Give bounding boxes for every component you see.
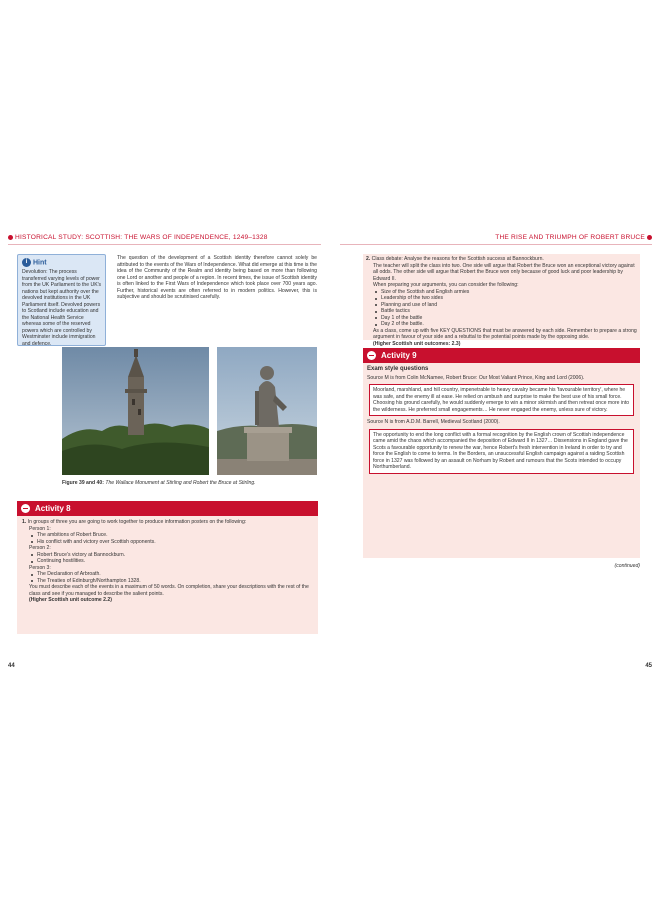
activity-8-closing: You must describe each of the events in a maximum of 50 words. On completion, share your descriptions with the rest of the class and see if you managed to describe the salient points. [29, 584, 309, 597]
minus-circle-icon [21, 504, 30, 513]
list-item: The ambitions of Robert Bruce. [29, 532, 313, 539]
page-number-left: 44 [8, 663, 15, 669]
hint-box [17, 254, 106, 346]
hint-text: Devolution: The process transferred varying levels of power from the UK Parliament to the UK's nations but kept authority over the devolved institutions in the UK Parliament itself. Devolved powers to Scotland include education and the National Health Service whereas some of the reserved powers which are controlled by Westminster include immigration and defence. [22, 269, 102, 347]
source-m-quote: Moorland, marshland, and hill country, impenetrable to heavy cavalry became his 'favourable territory', where he was safe, and the enemy ill at ease. He relied on ambush and surprise to make the best use of his small force. Choosing his ground carefully, he would suddenly emerge to win a minor skirmish and then retreat once more into the wilderness. He preferred small engagements… He never engaged the enemy, unless sure of victory. [369, 384, 634, 416]
header-left [8, 234, 268, 241]
list-item: Day 2 of the battle. [373, 321, 637, 328]
minus-circle-icon [367, 351, 376, 360]
activity-8-header [17, 501, 318, 516]
activity-9-subtitle: Exam style questions [367, 366, 429, 372]
activity-8-body [17, 516, 318, 604]
debate-prep: When preparing your arguments, you can consider the following: [373, 282, 519, 288]
page-number-right: 45 [645, 663, 652, 669]
figure-caption-label: Figure 39 and 40: [62, 480, 104, 486]
list-item: The Treaties of Edinburgh/Northampton 1328. [29, 578, 313, 585]
debate-closing: As a class, come up with five KEY QUESTIONS that must be answered by each side. Remember to prepare a strong argument in favour of your side and a rebuttal to the potential points made by the opposing side. [373, 327, 637, 340]
list-item: Continuing hostilities. [29, 558, 313, 565]
debate-outcome: (Higher Scottish unit outcomes: 2.3) [373, 340, 461, 347]
person-1-label: Person 1: [29, 525, 51, 532]
figure-caption [62, 480, 317, 487]
bullet-dot-icon [647, 235, 652, 240]
header-right [495, 234, 652, 241]
hint-title: i Hint [22, 258, 47, 267]
section-title: THE RISE AND TRIUMPH OF ROBERT BRUCE [495, 234, 645, 241]
source-n-intro: Source N is from A.D.M. Barrell, Medieval Scotland (2000). [367, 419, 500, 425]
source-n-quote: The opportunity to end the long conflict with a formal recognition by the English crown of Scottish independence came amid the chaos which accompanied the deposition of Edward II in 1327… Dissensions in England gave the Scots a favourable opportunity to renew the war, hence Robert's fresh intervention in Ireland in order to try and force the English to come to terms. In the Borders, an unsuccessful English campaign against a raiding Scottish force in 1327 was followed by an assault on Norham by Robert and rumours that the Scots intended to occupy Northumberland. [369, 429, 634, 474]
activity-9-header [363, 348, 640, 363]
debate-list [366, 289, 637, 328]
source-m-intro: Source M is from Colin McNamee, Robert Bruce: Our Most Valiant Prince, King and Lord (2006). [367, 374, 585, 381]
list-item: Day 1 of the battle [373, 315, 637, 322]
bullet-dot-icon [8, 235, 13, 240]
bruce-statue-photo [217, 347, 317, 475]
header-rule-left [8, 244, 321, 245]
debate-title: 2. Class debate: Analyse the reasons for the Scottish success at Bannockburn. [366, 256, 544, 262]
list-item: Leadership of the two sides [373, 295, 637, 302]
list-item: Battle tactics [373, 308, 637, 315]
activity-8-intro: 1. In groups of three you are going to work together to produce information posters on the following: [22, 519, 247, 525]
person-3-list [22, 571, 313, 584]
header-rule-right [340, 244, 652, 245]
list-item: His conflict with and victory over Scottish opponents. [29, 539, 313, 546]
info-icon: i [22, 258, 31, 267]
activity-8-panel [17, 501, 318, 634]
list-item: The Declaration of Arbroath. [29, 571, 313, 578]
list-item: Planning and use of land [373, 302, 637, 309]
list-item: Size of the Scottish and English armies [373, 289, 637, 296]
list-item: Robert Bruce's victory at Bannockburn. [29, 552, 313, 559]
figure-caption-text: The Wallace Monument at Stirling and Robert the Bruce at Stirling. [105, 480, 256, 486]
activity-9-body [363, 363, 640, 480]
wallace-monument-photo [62, 347, 209, 475]
continued-label: (continued) [614, 563, 640, 569]
debate-paragraph: The teacher will split the class into two. One side will argue that Robert the Bruce won an exceptional victory against all odds. The other side will argue that Robert the Bruce won only because of good luck and poor leadership by Edward II. [373, 262, 635, 282]
person-2-label: Person 2: [29, 545, 51, 551]
activity-8-title: Activity 8 [35, 504, 71, 513]
debate-panel [363, 254, 640, 347]
person-2-list [22, 552, 313, 565]
intro-paragraph: The question of the development of a Scottish identity therefore cannot solely be attributed to the events of the Wars of Independence. What did emerge at this time is the idea of the Community of the Realm and identity being based on more than following one Lord or another and people of a region. In recent times, the issue of Scottish identity is often linked to the First Wars of Independence which took place over 700 years ago. Further, historical events are often referred to in modern politics. However, this is subjective and should be scrutinised carefully. [117, 255, 317, 300]
chapter-title: HISTORICAL STUDY: SCOTTISH: THE WARS OF INDEPENDENCE, 1249–1328 [15, 234, 268, 241]
activity-9-panel [363, 348, 640, 558]
person-3-label: Person 3: [29, 564, 51, 571]
person-1-list [22, 532, 313, 545]
activity-8-outcome: (Higher Scottish unit outcome 2.2) [29, 597, 112, 603]
activity-9-title: Activity 9 [381, 351, 417, 360]
